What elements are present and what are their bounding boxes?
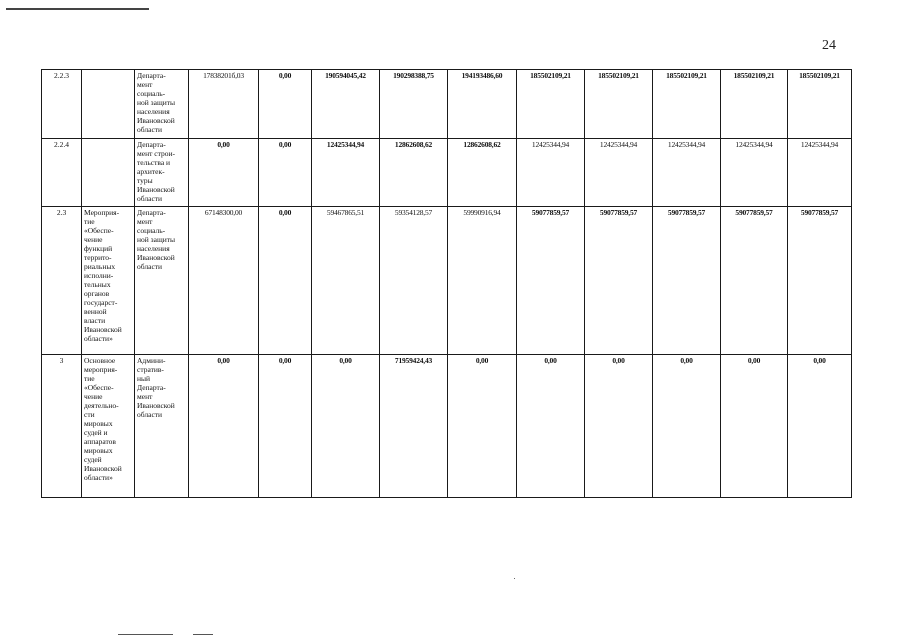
value-cell: 0,00 [312,355,380,498]
value-cell: 190298388,75 [380,70,448,139]
row-executor: Департа- мент социаль- ной защиты населения Ивановской области [135,207,189,355]
row-name [82,70,135,139]
value-cell: 17838201б,03 [189,70,259,139]
value-cell: 59077859,57 [721,207,788,355]
value-cell: 12425344,94 [721,139,788,207]
row-name: Основное мероприя- тие «Обеспе- чение деятельно- сти мировых судей и аппаратов мировых судей Ивановской области» [82,355,135,498]
table-row [42,70,852,139]
value-cell: 67148300,00 [189,207,259,355]
value-cell: 0,00 [189,355,259,498]
row-code: 3 [42,355,82,498]
value-cell: 0,00 [653,355,721,498]
value-cell: 59077859,57 [653,207,721,355]
value-cell: 12425344,94 [517,139,585,207]
value-cell: 194193486,60 [448,70,517,139]
row-name: Мероприя- тие «Обеспе- чение функций террито- риальных исполни- тельных органов государст- венной власти Ивановской области» [82,207,135,355]
value-cell: 185502109,21 [517,70,585,139]
row-code: 2.3 [42,207,82,355]
value-cell: 59077859,57 [585,207,653,355]
value-cell: 185502109,21 [653,70,721,139]
row-executor: Департа- мент строи- тельства и архитек- туры Ивановской области [135,139,189,207]
row-executor: Департа- мент социаль- ной защиты населения Ивановской области [135,70,189,139]
value-cell: 190594045,42 [312,70,380,139]
value-cell: 59077859,57 [788,207,852,355]
value-cell: 0,00 [448,355,517,498]
value-cell: 0,00 [788,355,852,498]
bottom-rule [118,634,173,635]
value-cell: 59354128,57 [380,207,448,355]
value-cell: 12425344,94 [585,139,653,207]
row-code: 2.2.4 [42,139,82,207]
bottom-rule [193,634,213,635]
value-cell: 0,00 [721,355,788,498]
value-cell: 59077859,57 [517,207,585,355]
value-cell: 59467865,51 [312,207,380,355]
value-cell: 0,00 [189,139,259,207]
value-cell: 12425344,94 [788,139,852,207]
top-rule [6,8,149,10]
value-cell: 0,00 [517,355,585,498]
value-cell: 12862608,62 [448,139,517,207]
value-cell: 12862608,62 [380,139,448,207]
value-cell: 0,00 [585,355,653,498]
row-name [82,139,135,207]
scan-speck [514,578,515,579]
table-row [42,355,852,498]
row-executor: Админи- стратив- ный Департа- мент Ивановской области [135,355,189,498]
value-cell: 0,00 [259,139,312,207]
value-cell: 0,00 [259,70,312,139]
value-cell: 12425344,94 [653,139,721,207]
table-row [42,139,852,207]
value-cell: 12425344,94 [312,139,380,207]
budget-table [41,69,852,498]
row-code: 2.2.3 [42,70,82,139]
page-number: 24 [822,38,836,53]
value-cell: 71959424,43 [380,355,448,498]
value-cell: 185502109,21 [788,70,852,139]
value-cell: 59990916,94 [448,207,517,355]
value-cell: 185502109,21 [721,70,788,139]
value-cell: 0,00 [259,207,312,355]
value-cell: 0,00 [259,355,312,498]
table-row [42,207,852,355]
value-cell: 185502109,21 [585,70,653,139]
